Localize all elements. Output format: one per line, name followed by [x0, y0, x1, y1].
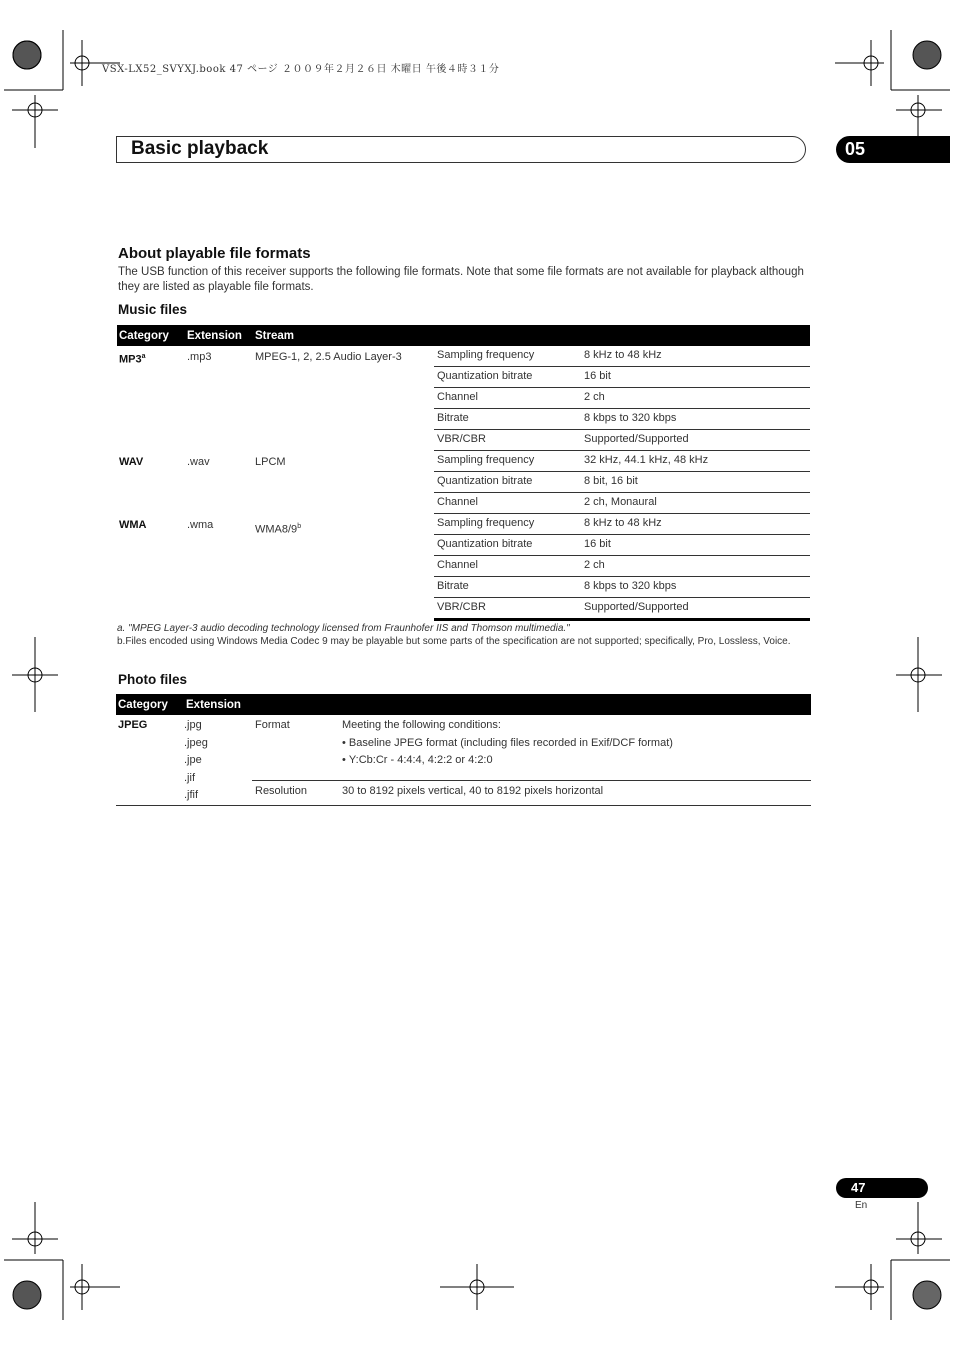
spec-value: 8 kbps to 320 kbps	[581, 577, 810, 598]
crosshair-top-left-icon	[70, 40, 120, 86]
footnotes	[117, 622, 811, 648]
section-title: About playable file formats	[118, 245, 311, 262]
spec-label: Bitrate	[434, 577, 581, 598]
crosshair-left-upper-icon	[12, 95, 58, 148]
rosette-bottom-right-icon	[913, 1281, 941, 1309]
category-mp3: MP3$^a$	[119, 353, 146, 366]
format-line: Meeting the following conditions:	[342, 719, 501, 731]
music-files-table	[117, 325, 810, 621]
spec-value: Supported/Supported	[581, 598, 810, 620]
category-wav: WAV	[119, 455, 144, 468]
extension-wma: .wma	[187, 518, 214, 531]
spec-label: Quantization bitrate	[434, 535, 581, 556]
section-header-bar	[116, 136, 806, 163]
extension-mp3: .mp3	[187, 351, 212, 363]
spec-label: Quantization bitrate	[434, 367, 581, 388]
page-number-badge: 47	[836, 1178, 928, 1198]
table-row	[117, 514, 810, 535]
spec-label: Channel	[434, 556, 581, 577]
spec-label: Quantization bitrate	[434, 472, 581, 493]
intro-paragraph: The USB function of this receiver supports the following file formats. Note that some file formats are not available for playback although they are listed as playable file formats.	[118, 266, 804, 293]
rosette-top-left-icon	[13, 41, 41, 69]
category-wma: WMA	[119, 518, 147, 531]
spec-label: Sampling frequency	[434, 451, 581, 472]
music-files-heading: Music files	[118, 302, 188, 317]
format-conditions	[342, 715, 811, 780]
footnote-b: b.Files encoded using Windows Media Codec 9 may be playable but some parts of the specification are not supported; specifically, Pro, Lossless, Voice.	[117, 636, 791, 647]
crosshair-left-mid-icon	[12, 637, 58, 712]
extension-list	[184, 715, 252, 805]
spec-label: VBR/CBR	[434, 430, 581, 451]
format-bullet: • Baseline JPEG format (including files recorded in Exif/DCF format)	[342, 735, 811, 753]
photo-table-header-row	[116, 694, 811, 715]
spec-value: 16 bit	[581, 367, 810, 388]
stream-wma: WMA8/9$^b$	[255, 522, 302, 536]
spec-value: 32 kHz, 44.1 kHz, 48 kHz	[581, 451, 810, 472]
music-table-header-row	[117, 325, 810, 346]
format-label: Format	[252, 715, 342, 780]
spec-label: Channel	[434, 388, 581, 409]
photo-files-table	[116, 694, 811, 806]
spec-label: Sampling frequency	[434, 514, 581, 535]
photo-files-heading: Photo files	[118, 672, 188, 687]
extension-item: .jif	[184, 771, 195, 784]
crosshair-right-lower-icon	[896, 1202, 942, 1254]
extension-item: .jfif	[184, 789, 199, 801]
header-category: Category	[117, 325, 185, 346]
stream-mp3: MPEG-1, 2, 2.5 Audio Layer-3	[255, 351, 402, 363]
crosshair-top-right-icon	[835, 40, 884, 86]
footnote-a: a. "MPEG Layer-3 audio decoding technology licensed from Fraunhofer IIS and Thomson multimedia."	[117, 623, 570, 634]
extension-wav: .wav	[187, 455, 210, 468]
spec-value: 2 ch, Monaural	[581, 493, 810, 514]
spec-value: 8 kHz to 48 kHz	[581, 346, 810, 367]
format-bullet: • Y:Cb:Cr - 4:4:4, 4:2:2 or 4:2:0	[342, 752, 811, 770]
spec-value: 2 ch	[581, 556, 810, 577]
extension-item: .jpe	[184, 754, 202, 766]
crosshair-bottom-center-icon	[440, 1264, 514, 1310]
spec-value: 16 bit	[581, 535, 810, 556]
header-extension: Extension	[184, 694, 252, 715]
resolution-label: Resolution	[252, 780, 342, 805]
spec-label: Channel	[434, 493, 581, 514]
spec-label: Bitrate	[434, 409, 581, 430]
spec-value: Supported/Supported	[581, 430, 810, 451]
category-jpeg: JPEG	[116, 715, 184, 805]
table-row	[116, 715, 811, 780]
language-code: En	[855, 1200, 868, 1211]
rosette-top-right-icon	[913, 41, 941, 69]
header-category: Category	[116, 694, 184, 715]
header-stream: Stream	[253, 325, 434, 346]
crosshair-bottom-right-icon	[835, 1264, 884, 1310]
spec-value: 2 ch	[581, 388, 810, 409]
crosshair-left-lower-icon	[12, 1202, 58, 1254]
section-header-title: Basic playback	[131, 138, 269, 159]
chapter-number-badge: 05	[836, 136, 950, 163]
crosshair-bottom-left-icon	[70, 1264, 120, 1310]
spec-value: 8 bit, 16 bit	[581, 472, 810, 493]
table-row	[117, 451, 810, 472]
extension-item: .jpg	[184, 719, 202, 731]
spec-value: 8 kHz to 48 kHz	[581, 514, 810, 535]
header-extension: Extension	[185, 325, 253, 346]
spec-label: VBR/CBR	[434, 598, 581, 620]
resolution-value: 30 to 8192 pixels vertical, 40 to 8192 pixels horizontal	[342, 780, 811, 805]
spec-label: Sampling frequency	[434, 346, 581, 367]
stream-wav: LPCM	[255, 455, 286, 468]
extension-item: .jpeg	[184, 736, 208, 749]
spec-value: 8 kbps to 320 kbps	[581, 409, 810, 430]
table-row	[117, 346, 810, 367]
rosette-bottom-left-icon	[13, 1281, 41, 1309]
print-slug: VSX-LX52_SVYXJ.book 47 ページ ２００９年２月２６日 木曜日 午後４時３１分	[102, 64, 500, 75]
crosshair-right-mid-icon	[896, 637, 942, 712]
